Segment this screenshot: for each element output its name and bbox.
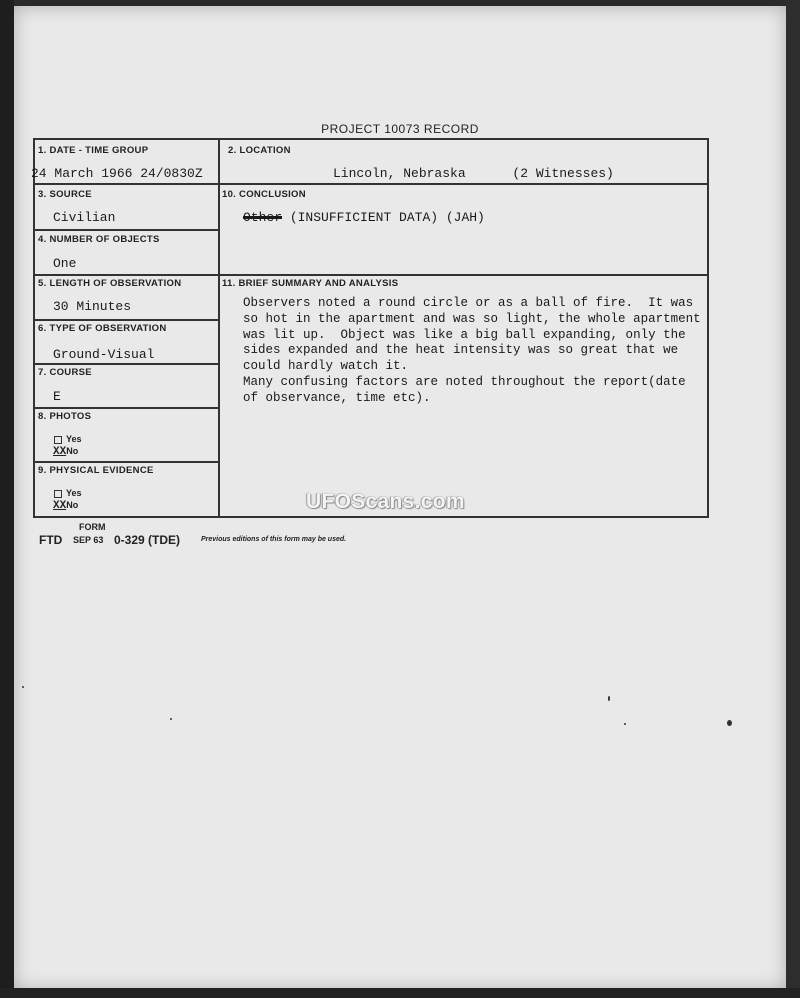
type-value: Ground-Visual [53, 347, 155, 362]
footer-note: Previous editions of this form may be used. [201, 536, 347, 543]
conclusion-value: (INSUFFICIENT DATA) (JAH) [289, 210, 485, 225]
rule [35, 363, 219, 365]
summary-label: 11. BRIEF SUMMARY AND ANALYSIS [222, 278, 399, 289]
physical-no-mark: XX [53, 500, 67, 512]
physical-no-label: No [66, 500, 79, 510]
scan-border-right [786, 0, 800, 998]
rule [35, 407, 219, 409]
photos-no-label: No [66, 446, 79, 456]
location-value: Lincoln, Nebraska (2 Witnesses) [333, 166, 614, 181]
type-label: 6. TYPE OF OBSERVATION [38, 323, 167, 334]
length-label: 5. LENGTH OF OBSERVATION [38, 278, 182, 289]
conclusion-struck-text: Other [243, 210, 283, 225]
watermark: UFOScans.com [306, 490, 465, 513]
physical-yes-option [54, 488, 82, 498]
photos-yes-checkbox [54, 436, 62, 444]
photos-yes-option [54, 434, 82, 444]
summary-text: Observers noted a round circle or as a ball of fire. It was so hot in the apartment and was so light, the whole apartment was lit up. Object was like a big ball expanding, only the sides expanded and the heat intensity was so great that we could hardly watch it. Many confusing factors are noted throughout the report(date of observance, time etc). [243, 296, 701, 405]
source-label: 3. SOURCE [38, 189, 92, 200]
source-value: Civilian [53, 210, 116, 225]
physical-yes-checkbox [54, 490, 62, 498]
conclusion-label: 10. CONCLUSION [222, 189, 306, 200]
scan-speck [170, 718, 172, 720]
course-value: E [53, 389, 61, 404]
scan-speck [22, 686, 24, 688]
rule [35, 274, 707, 276]
photos-yes-label: Yes [66, 434, 82, 444]
objects-label: 4. NUMBER OF OBJECTS [38, 234, 160, 245]
scan-border-left [0, 0, 14, 998]
physical-label: 9. PHYSICAL EVIDENCE [38, 465, 154, 476]
physical-no-option [53, 500, 78, 512]
rule [35, 461, 219, 463]
photos-label: 8. PHOTOS [38, 411, 92, 422]
footer-form-word: FORM [79, 522, 106, 532]
footer-form-number: 0-329 (TDE) [114, 533, 181, 547]
photos-no-mark: XX [53, 446, 67, 458]
rule [35, 319, 219, 321]
date-label: 1. DATE - TIME GROUP [38, 145, 149, 156]
length-value: 30 Minutes [53, 299, 132, 314]
scan-speck [608, 696, 610, 701]
rule [35, 183, 707, 185]
column-divider [218, 140, 220, 516]
course-label: 7. COURSE [38, 367, 92, 378]
objects-value: One [53, 256, 77, 271]
footer-date: SEP 63 [73, 535, 104, 545]
scan-speck [727, 720, 732, 726]
date-value: 24 March 1966 24/0830Z [31, 166, 203, 181]
rule [35, 229, 219, 231]
physical-yes-label: Yes [66, 488, 82, 498]
footer-ftd: FTD [39, 533, 63, 547]
conclusion-line [243, 210, 485, 225]
scan-border-bottom [0, 988, 800, 998]
photos-no-option [53, 446, 78, 458]
scan-speck [624, 723, 626, 725]
form-title: PROJECT 10073 RECORD [321, 122, 479, 136]
location-label: 2. LOCATION [228, 145, 291, 156]
